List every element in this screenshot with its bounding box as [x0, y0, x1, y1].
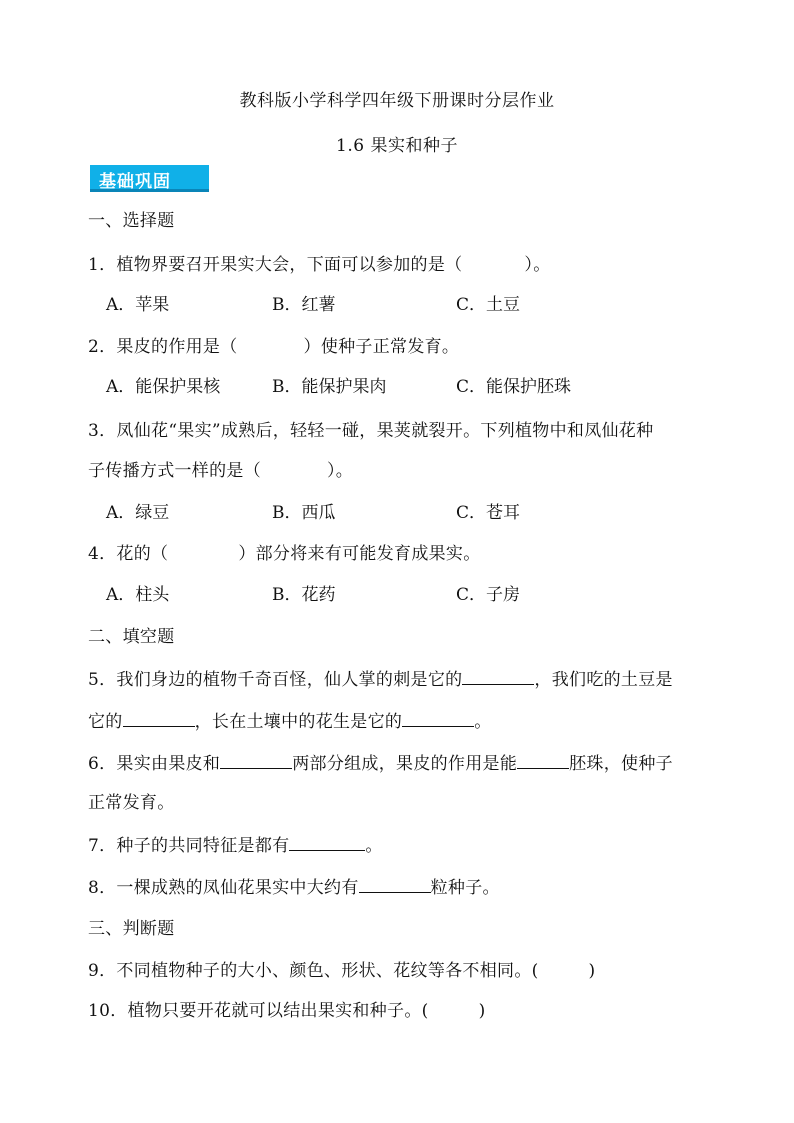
q4-option-b[interactable]: B．花药	[272, 585, 336, 605]
question-3-line-2	[88, 460, 353, 482]
question-5-text-a: 5．我们身边的植物千奇百怪，仙人掌的刺是它的	[88, 670, 463, 690]
answer-blank[interactable]	[220, 752, 292, 769]
q2-option-c[interactable]: C．能保护胚珠	[456, 377, 572, 397]
q1-option-a[interactable]: A．苹果	[106, 295, 170, 315]
question-10-end: )	[478, 1001, 486, 1021]
question-9	[88, 960, 595, 982]
question-7	[88, 834, 383, 857]
answer-blank[interactable]	[517, 752, 569, 769]
question-3-end: ）。	[327, 461, 354, 481]
lesson-title: 1.6 果实和种子	[336, 136, 458, 156]
question-2-text: 2．果皮的作用是（	[88, 337, 238, 357]
section-heading-judge: 三、判断题	[88, 919, 175, 939]
question-4-end: ）部分将来有可能发育成果实。	[238, 544, 481, 564]
question-9-end: )	[588, 961, 596, 981]
question-3-line-1: 3．凤仙花“果实”成熟后，轻轻一碰，果荚就裂开。下列植物中和凤仙花种	[88, 421, 654, 441]
question-4-text: 4．花的（	[88, 544, 169, 564]
question-9-text: 9．不同植物种子的大小、颜色、形状、花纹等各不相同。(	[88, 961, 539, 981]
q1-option-b[interactable]: B．红薯	[272, 295, 336, 315]
question-5-line-2	[88, 710, 492, 733]
section-badge-label: 基础巩固	[99, 172, 171, 192]
answer-blank[interactable]	[462, 668, 534, 685]
q3-option-a[interactable]: A．绿豆	[106, 503, 170, 523]
question-6-line-1	[88, 752, 673, 775]
answer-blank[interactable]	[359, 876, 431, 893]
q3-option-c[interactable]: C．苍耳	[456, 503, 521, 523]
q2-option-b[interactable]: B．能保护果肉	[272, 377, 387, 397]
question-4	[88, 543, 481, 565]
question-5-text-c: 它的	[88, 712, 123, 732]
question-6-text-c: 胚珠，使种子	[569, 754, 673, 774]
question-10-text: 10．植物只要开花就可以结出果实和种子。(	[88, 1001, 429, 1021]
question-1-end: ）。	[524, 255, 551, 275]
answer-blank[interactable]	[289, 834, 365, 851]
question-7-text-b: 。	[365, 836, 383, 856]
question-7-text-a: 7．种子的共同特征是都有	[88, 836, 290, 856]
question-6-line-2: 正常发育。	[88, 793, 175, 813]
question-2	[88, 336, 459, 358]
question-5-line-1	[88, 668, 673, 691]
question-5-text-b: ，我们吃的土豆是	[534, 670, 673, 690]
q3-option-b[interactable]: B．西瓜	[272, 503, 336, 523]
section-badge	[90, 165, 209, 192]
section-heading-fill: 二、填空题	[88, 627, 175, 647]
question-1-text: 1．植物界要召开果实大会，下面可以参加的是（	[88, 255, 463, 275]
question-6-text-a: 6．果实由果皮和	[88, 754, 221, 774]
question-8-text-b: 粒种子。	[430, 878, 500, 898]
answer-blank[interactable]	[402, 710, 474, 727]
question-8	[88, 876, 500, 899]
question-3-text: 子传播方式一样的是（	[88, 461, 261, 481]
q2-option-a[interactable]: A．能保护果核	[106, 377, 221, 397]
worksheet-title: 教科版小学科学四年级下册课时分层作业	[239, 91, 555, 111]
section-heading-choice: 一、选择题	[88, 211, 175, 231]
question-6-text-b: 两部分组成，果皮的作用是能	[292, 754, 518, 774]
question-8-text-a: 8．一棵成熟的凤仙花果实中大约有	[88, 878, 359, 898]
question-1	[88, 254, 551, 276]
question-2-end: ）使种子正常发育。	[303, 337, 460, 357]
question-5-text-d: ，长在土壤中的花生是它的	[194, 712, 403, 732]
question-5-text-e: 。	[474, 712, 492, 732]
answer-blank[interactable]	[123, 710, 195, 727]
question-10	[88, 1000, 486, 1022]
q1-option-c[interactable]: C．土豆	[456, 295, 521, 315]
q4-option-c[interactable]: C．子房	[456, 585, 521, 605]
q4-option-a[interactable]: A．柱头	[106, 585, 170, 605]
